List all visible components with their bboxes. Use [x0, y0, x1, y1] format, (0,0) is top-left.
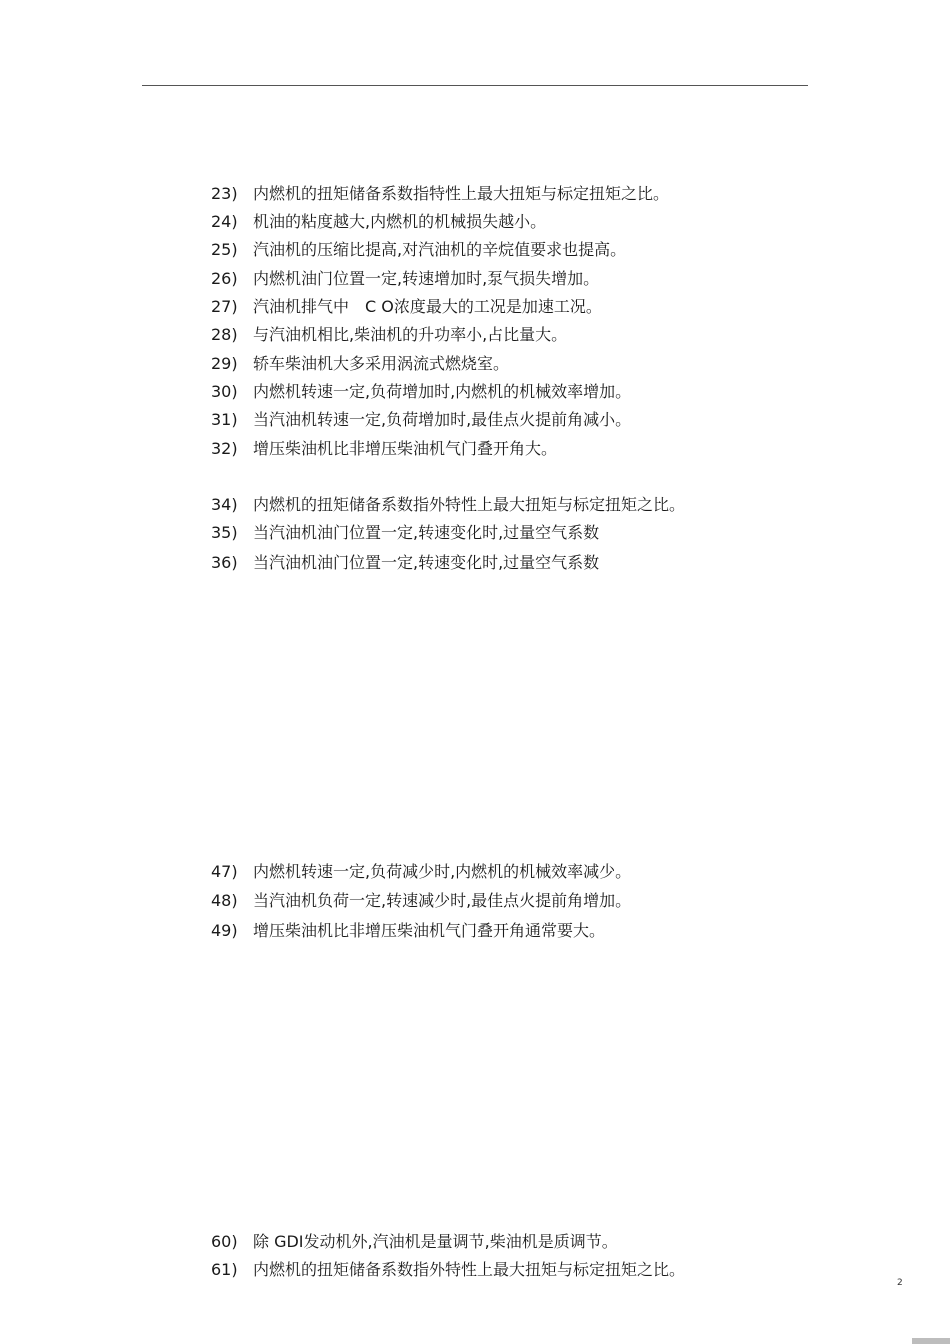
item-number: 61): [211, 1260, 238, 1279]
item-number: 31): [211, 410, 238, 429]
item-text: 当汽油机油门位置一定,转速变化时,过量空气系数: [253, 553, 600, 572]
item-number: 35): [211, 523, 238, 542]
corner-bar: [912, 1338, 950, 1344]
list-item: [211, 920, 605, 942]
item-text: 机油的粘度越大,内燃机的机械损失越小。: [253, 212, 547, 231]
item-text: 汽油机排气中 C O浓度最大的工况是加速工况。: [253, 297, 602, 316]
list-item: [211, 409, 631, 431]
item-text: 当汽油机转速一定,负荷增加时,最佳点火提前角减小。: [253, 410, 632, 429]
list-item: [211, 296, 602, 318]
item-text: 增压柴油机比非增压柴油机气门叠开角通常要大。: [253, 921, 606, 940]
list-item: [211, 1259, 685, 1281]
item-number: 29): [211, 354, 238, 373]
item-number: 60): [211, 1232, 238, 1251]
item-text: 汽油机的压缩比提高,对汽油机的辛烷值要求也提高。: [253, 240, 627, 259]
item-number: 49): [211, 921, 238, 940]
list-item: [211, 324, 567, 346]
item-number: 23): [211, 184, 238, 203]
item-text: 除 GDI发动机外,汽油机是量调节,柴油机是质调节。: [253, 1232, 618, 1251]
list-item: [211, 890, 631, 912]
item-text: 增压柴油机比非增压柴油机气门叠开角大。: [253, 439, 558, 458]
item-number: 28): [211, 325, 238, 344]
item-text: 与汽油机相比,柴油机的升功率小,占比量大。: [253, 325, 568, 344]
page-number: 2: [897, 1278, 903, 1288]
item-number: 32): [211, 439, 238, 458]
item-number: 36): [211, 553, 238, 572]
list-item: [211, 1231, 618, 1253]
item-number: 48): [211, 891, 238, 910]
item-number: 34): [211, 495, 238, 514]
list-item: [211, 353, 509, 375]
list-item: [211, 381, 631, 403]
item-text: 内燃机的扭矩储备系数指外特性上最大扭矩与标定扭矩之比。: [253, 1260, 686, 1279]
list-item: [211, 438, 557, 460]
list-item: [211, 494, 685, 516]
item-text: 当汽油机油门位置一定,转速变化时,过量空气系数: [253, 523, 600, 542]
item-number: 24): [211, 212, 238, 231]
item-number: 25): [211, 240, 238, 259]
item-number: 47): [211, 862, 238, 881]
header-rule: [142, 85, 808, 86]
list-item: [211, 522, 599, 544]
list-item: [211, 183, 669, 205]
item-number: 27): [211, 297, 238, 316]
item-text: 内燃机转速一定,负荷减少时,内燃机的机械效率减少。: [253, 862, 632, 881]
item-text: 内燃机转速一定,负荷增加时,内燃机的机械效率增加。: [253, 382, 632, 401]
list-item: [211, 211, 546, 233]
item-text: 轿车柴油机大多采用涡流式燃烧室。: [253, 354, 510, 373]
item-number: 26): [211, 269, 238, 288]
list-item: [211, 239, 626, 261]
item-text: 内燃机油门位置一定,转速增加时,泵气损失增加。: [253, 269, 600, 288]
item-number: 30): [211, 382, 238, 401]
item-text: 内燃机的扭矩储备系数指特性上最大扭矩与标定扭矩之比。: [253, 184, 670, 203]
item-text: 内燃机的扭矩储备系数指外特性上最大扭矩与标定扭矩之比。: [253, 495, 686, 514]
list-item: [211, 268, 599, 290]
list-item: [211, 552, 599, 574]
list-item: [211, 861, 631, 883]
item-text: 当汽油机负荷一定,转速减少时,最佳点火提前角增加。: [253, 891, 632, 910]
